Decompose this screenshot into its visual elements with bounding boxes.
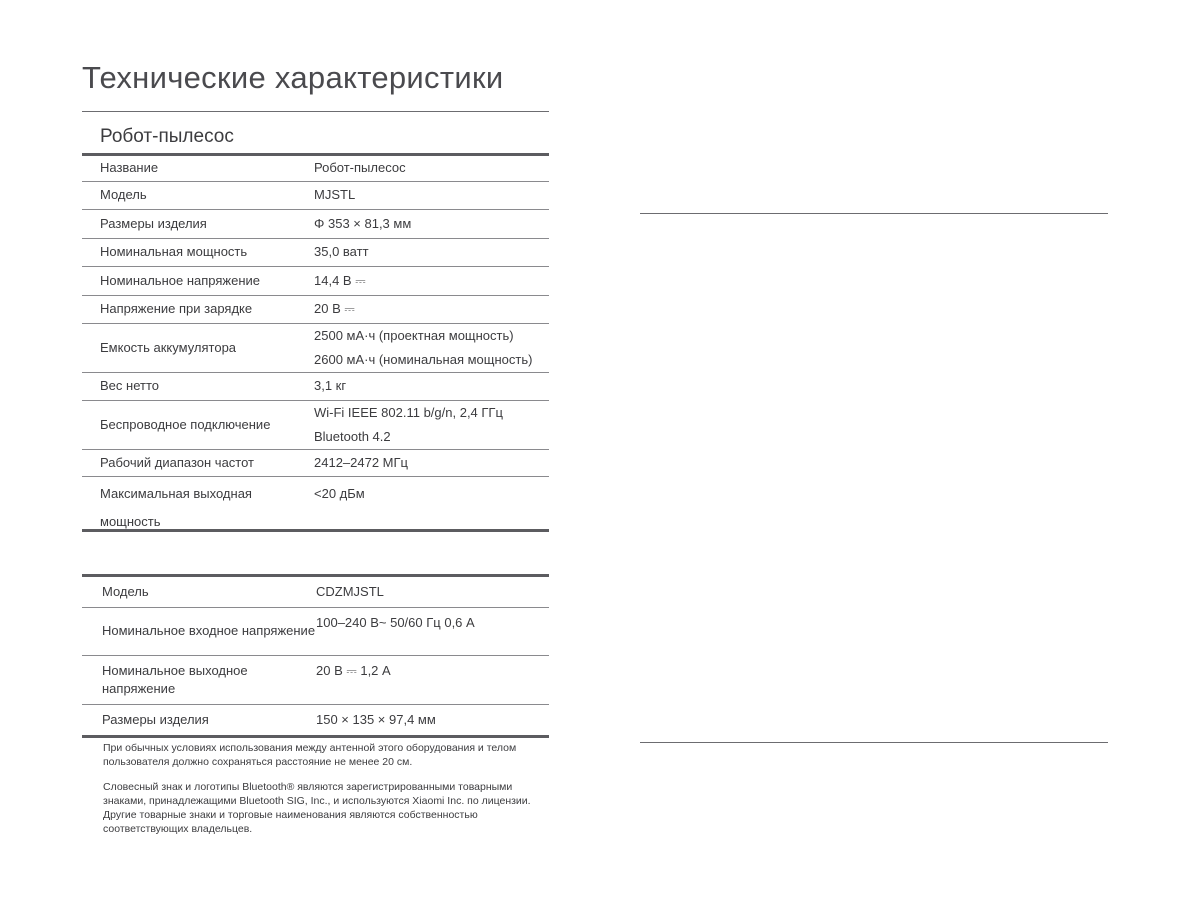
antenna-note: При обычных условиях использования между антенной этого оборудования и телом пользователя должно сохраняться расстояние не менее 20 см. — [103, 742, 517, 768]
spec-label: Размеры изделия — [82, 209, 314, 238]
table-row — [82, 209, 549, 238]
spec-value: Φ 353 × 81,3 мм — [314, 209, 549, 238]
table-row — [82, 372, 549, 400]
robot-table-bottom-rule — [82, 529, 549, 532]
spec-label: Рабочий диапазон частот — [82, 449, 314, 476]
spec-label: Размеры изделия — [102, 711, 209, 727]
spec-label: Емкость аккумулятора — [82, 323, 314, 372]
spec-value: 20 В ⎓ 1,2 А — [316, 655, 549, 704]
page-title: Технические характеристики — [82, 60, 504, 95]
spec-value: 150 × 135 × 97,4 мм — [316, 711, 436, 727]
spec-value: 14,4 В ⎓ — [314, 266, 549, 295]
spec-value: <20 дБм — [314, 485, 365, 501]
table-row — [82, 476, 549, 536]
table-row — [82, 156, 549, 181]
spec-label: Название — [82, 156, 314, 181]
table-row — [82, 323, 549, 372]
table-row — [82, 607, 549, 655]
table-row — [82, 655, 549, 704]
table-row — [82, 704, 549, 735]
spec-value: Робот-пылесос — [314, 156, 549, 181]
spec-label: Модель — [82, 181, 314, 209]
title-divider — [82, 111, 549, 112]
spec-value: CDZMJSTL — [316, 577, 549, 607]
spec-value: 2412–2472 МГц — [314, 449, 549, 476]
table-row — [82, 181, 549, 209]
section-title-robot: Робот-пылесос — [100, 126, 234, 147]
spec-label: Беспроводное подключение — [82, 400, 314, 449]
spec-value: 20 В ⎓ — [314, 295, 549, 323]
right-page-bottom-rule — [640, 742, 1108, 743]
robot-spec-table — [82, 156, 549, 536]
spec-value: 3,1 кг — [314, 372, 549, 400]
spec-value: 35,0 ватт — [314, 238, 549, 266]
table-row — [82, 400, 549, 449]
spec-value: 2500 мА·ч (проектная мощность) 2600 мА·ч (номинальная мощность) — [314, 323, 549, 372]
spec-value: MJSTL — [314, 181, 549, 209]
spec-label: Номинальная мощность — [82, 238, 314, 266]
spec-value: 100–240 В~ 50/60 Гц 0,6 А — [316, 607, 549, 655]
spec-value: Wi-Fi IEEE 802.11 b/g/n, 2,4 ГГц Bluetooth 4.2 — [314, 400, 549, 449]
spec-label: Номинальное входное напряжение — [82, 607, 316, 655]
table-row — [82, 577, 549, 607]
table-row — [82, 295, 549, 323]
table-row — [82, 449, 549, 476]
charger-table-bottom-rule — [82, 735, 549, 738]
spec-label: Напряжение при зарядке — [82, 295, 314, 323]
spec-label: Модель — [82, 577, 316, 607]
table-row — [82, 238, 549, 266]
spec-label: Номинальное выходное напряжение — [82, 655, 316, 704]
bluetooth-trademark-note: Словесный знак и логотипы Bluetooth® являются зарегистрированными товарными знаками, принадлежащими Bluetooth SIG, Inc., и используются Xiaomi Inc. по лицензии. Другие товарные знаки и торговые наименования являются собственностью соответствующих владельцев. — [103, 781, 531, 835]
table-row — [82, 266, 549, 295]
spec-label: Максимальная выходная мощность — [100, 485, 252, 529]
right-page-top-rule — [640, 213, 1108, 214]
spec-label: Номинальное напряжение — [82, 266, 314, 295]
spec-label: Вес нетто — [82, 372, 314, 400]
charger-spec-table — [82, 577, 549, 735]
